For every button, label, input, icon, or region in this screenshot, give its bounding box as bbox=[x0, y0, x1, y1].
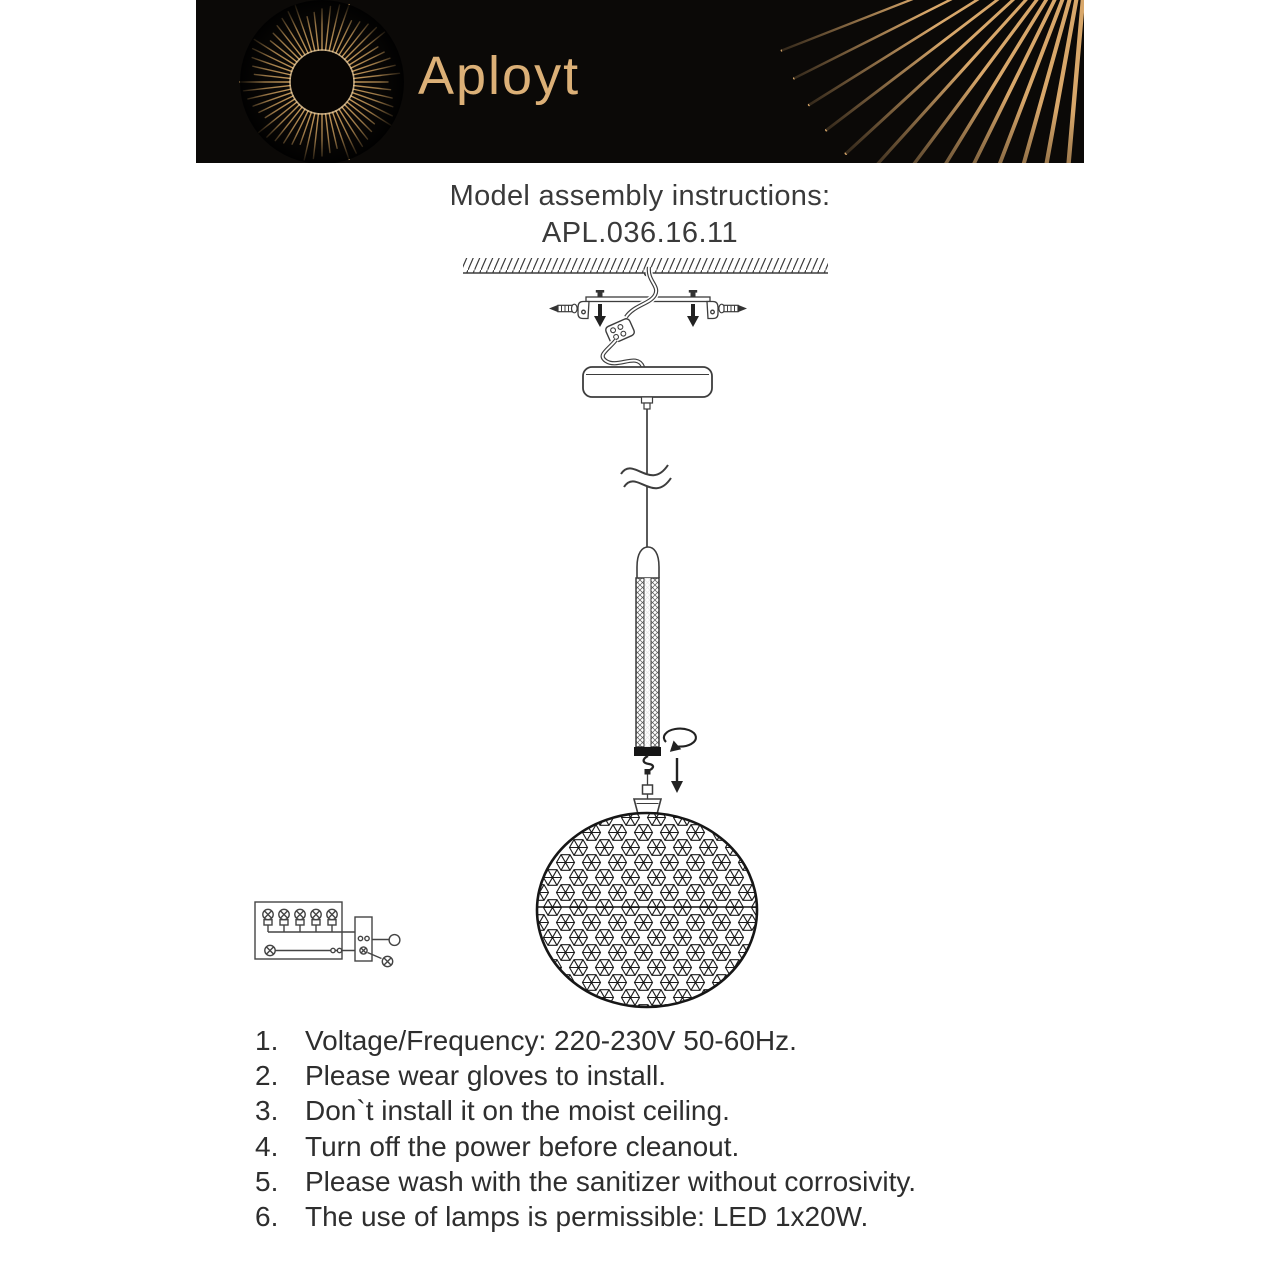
instruction-item bbox=[255, 1094, 916, 1129]
junction-circle bbox=[389, 935, 400, 946]
fixing-arrow-right bbox=[687, 304, 699, 327]
connector-square bbox=[643, 785, 653, 794]
brand-name: Aployt bbox=[418, 45, 581, 106]
lamp-symbol bbox=[311, 909, 321, 932]
connector-hook bbox=[644, 756, 653, 785]
rotation-arrow bbox=[664, 729, 696, 755]
instruction-text: Please wear gloves to install. bbox=[305, 1059, 667, 1091]
power-wire bbox=[626, 267, 656, 317]
fixing-arrow-left bbox=[594, 304, 606, 327]
instruction-text: Don`t install it on the moist ceiling. bbox=[305, 1095, 730, 1127]
instruction-item bbox=[255, 1199, 916, 1234]
instruction-item bbox=[255, 1129, 916, 1164]
cable-break-mark bbox=[621, 465, 671, 488]
side-screw-left bbox=[549, 304, 577, 313]
lamp-symbol bbox=[263, 909, 273, 932]
crystal-sphere-shade bbox=[537, 813, 757, 1007]
instruction-text: Voltage/Frequency: 220-230V 50-60Hz. bbox=[305, 1024, 797, 1056]
model-number: APL.036.16.11 bbox=[541, 217, 739, 249]
side-screw-right bbox=[719, 304, 747, 313]
wiring-diagram bbox=[255, 902, 400, 967]
insert-down-arrow bbox=[671, 758, 683, 793]
pilot-lamp bbox=[265, 945, 275, 955]
instruction-item bbox=[255, 1058, 916, 1093]
cable-gland bbox=[642, 397, 653, 409]
terminal-block bbox=[604, 317, 635, 344]
instruction-list bbox=[255, 1023, 916, 1235]
instruction-item bbox=[255, 1023, 916, 1058]
instruction-number: 2. bbox=[255, 1059, 279, 1091]
instruction-number: 6. bbox=[255, 1201, 279, 1233]
instruction-text: The use of lamps is permissible: LED 1x20W. bbox=[305, 1201, 869, 1233]
instruction-number: 4. bbox=[255, 1130, 279, 1162]
lamp-symbol bbox=[279, 909, 289, 932]
lamp-symbol bbox=[327, 909, 337, 932]
instruction-number: 3. bbox=[255, 1095, 279, 1127]
instruction-text: Please wash with the sanitizer without corrosivity. bbox=[305, 1165, 917, 1197]
lamp-symbol bbox=[295, 909, 305, 932]
decorative-rod bbox=[634, 547, 661, 756]
instruction-number: 1. bbox=[255, 1024, 279, 1056]
instruction-number: 5. bbox=[255, 1165, 279, 1197]
rod-end-band bbox=[634, 747, 661, 756]
instruction-item bbox=[255, 1164, 916, 1199]
ceiling-canopy bbox=[583, 367, 712, 397]
instruction-text: Turn off the power before cleanout. bbox=[305, 1130, 740, 1162]
page-title: Model assembly instructions: bbox=[449, 180, 831, 212]
power-wire-lower bbox=[603, 340, 643, 367]
